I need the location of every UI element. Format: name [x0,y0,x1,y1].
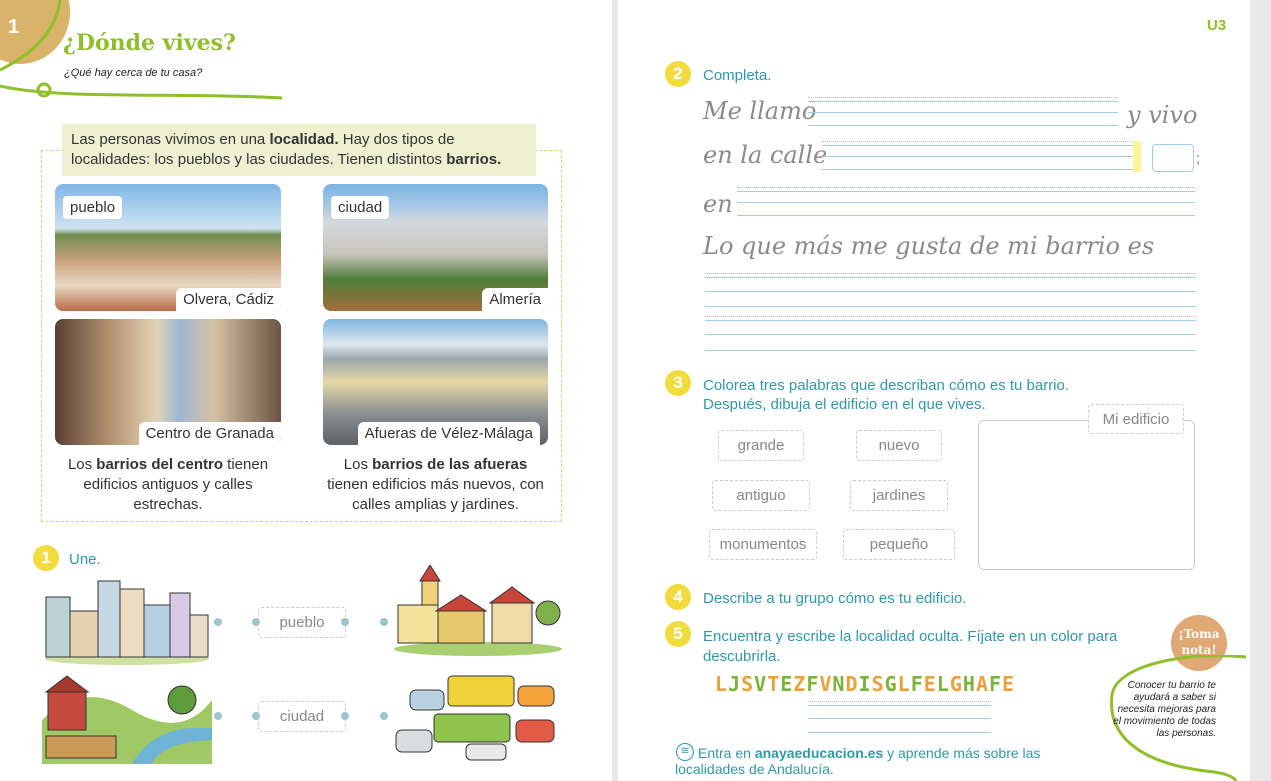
right-page [618,0,1250,781]
word-jardines[interactable]: jardines [850,480,948,511]
photo-caption-granada: Centro de Granada [139,422,281,445]
name-input-lines[interactable] [808,101,1118,126]
handwriting-lo-que-mas: Lo que más me gusta de mi barrio es [703,232,1155,260]
wifi-icon: ≋ [676,743,694,761]
handwriting-me-llamo: Me llamo [703,97,817,125]
desc-afueras [323,455,548,515]
puzzle-letter: G [884,672,898,696]
note-text: Conocer tu barrio te ayudará a saber si necesita mejoras para el movimiento de todas las personas. [1113,680,1216,739]
activity-3-line-1: Colorea tres palabras que describan cómo es tu barrio. [703,377,1070,394]
desc-centro-post: tienen edificios antiguos y calles estrechas. [83,456,269,513]
activity-4-badge: 4 [665,584,691,610]
web-pre: Entra en [698,745,755,761]
handwriting-y-vivo: y vivo [1127,101,1198,129]
activity-4-text: Describe a tu grupo cómo es tu edificio. [703,590,967,607]
anaya-link[interactable]: anayaeducacion.es [754,745,884,761]
drawing-box-label: Mi edificio [1088,404,1184,434]
street-number-box[interactable] [1152,144,1194,172]
lesson-number: 1 [8,16,20,38]
handwriting-en: en [703,190,733,218]
hidden-letters [715,672,1015,696]
activity-1-badge: 1 [33,545,59,571]
puzzle-letter: V [819,672,833,696]
semicolon-mark: ; [1196,150,1201,167]
dot-word-2-right[interactable] [341,712,349,720]
photo-caption-almeria: Almería [482,288,548,311]
photo-almeria [323,184,548,311]
activity-3-text [703,376,1069,414]
puzzle-letter: S [741,672,755,696]
puzzle-letter: E [923,672,937,696]
left-page [0,0,612,781]
photo-velez-malaga [323,319,548,445]
activity-2-badge: 2 [665,61,691,87]
web-post: y aprende más sobre las localidades de Andalucía. [675,745,1041,777]
activity-3-line-2: Después, dibuja el edificio en el que vives. [703,396,986,413]
dot-right-2[interactable] [380,712,388,720]
word-pequeno[interactable]: pequeño [843,529,955,560]
word-monumentos[interactable]: monumentos [709,529,817,560]
note-badge: ¡Toma nota! [1171,615,1227,671]
village-illustration[interactable] [392,565,564,657]
intro-bold-barrios: barrios. [446,151,502,168]
puzzle-letter: E [1002,672,1016,696]
activity-5-text: Encuentra y escribe la localidad oculta. Fíjate en un color para descubrirla. [703,628,1118,665]
puzzle-letter: J [728,672,742,696]
puzzle-letter: S [871,672,885,696]
intro-box [62,124,536,176]
photo-caption-velez: Afueras de Vélez-Málaga [358,422,540,445]
puzzle-letter: L [936,672,950,696]
photo-granada [55,319,281,445]
word-pueblo[interactable]: pueblo [258,607,346,638]
dot-left-1[interactable] [214,618,222,626]
photo-caption-olvera: Olvera, Cádiz [176,288,281,311]
puzzle-letter: H [962,672,976,696]
word-nuevo[interactable]: nuevo [856,430,942,461]
word-grande[interactable]: grande [718,430,804,461]
favorite-input-line-2[interactable] [705,320,1196,351]
word-antiguo[interactable]: antiguo [712,480,810,511]
desc-centro [55,455,281,515]
desc-afueras-pre: Los [343,456,373,473]
highlight-mark [1133,141,1141,172]
drawing-box[interactable] [978,420,1195,570]
puzzle-letter: L [715,672,729,696]
handwriting-en-la-calle: en la calle [703,141,828,169]
page-subtitle: ¿Qué hay cerca de tu casa? [64,67,203,79]
desc-afueras-bold: barrios de las afueras [372,456,528,473]
unit-label: U3 [1207,17,1227,34]
puzzle-letter: I [858,672,872,696]
desc-centro-pre: Los [67,456,97,473]
locality-answer-lines[interactable] [808,705,991,733]
page-title: ¿Dónde vives? [63,30,236,56]
desc-afueras-post: tienen edificios más nuevos, con calles amplias y jardines. [327,476,544,513]
puzzle-letter: D [845,672,859,696]
puzzle-letter: T [767,672,781,696]
activity-5-badge: 5 [665,621,691,647]
puzzle-letter: F [910,672,924,696]
activity-2-label: Completa. [703,67,772,84]
dot-left-2[interactable] [214,712,222,720]
puzzle-letter: F [806,672,820,696]
puzzle-letter: E [780,672,794,696]
dot-word-1-right[interactable] [341,618,349,626]
puzzle-letter: F [988,672,1003,696]
favorite-input-line-1[interactable] [705,277,1196,307]
puzzle-letter: A [975,672,989,696]
street-input-lines[interactable] [822,145,1134,170]
photo-olvera [55,184,281,311]
puzzle-letter: Z [793,672,807,696]
web-link-text [675,745,1055,777]
farm-illustration[interactable] [42,670,212,764]
intro-text-2: Hay dos tipos de localidades: los pueblos y las ciudades. Tienen distintos [71,131,455,168]
puzzle-letter: G [949,672,963,696]
intro-text-1: Las personas vivimos en una [71,131,270,148]
puzzle-letter: N [832,672,846,696]
traffic-illustration[interactable] [394,672,564,764]
dot-right-1[interactable] [380,618,388,626]
photo-tag-pueblo: pueblo [63,196,122,219]
word-ciudad[interactable]: ciudad [258,701,346,732]
desc-centro-bold: barrios del centro [96,456,223,473]
activity-3-badge: 3 [665,370,691,396]
puzzle-letter: V [754,672,768,696]
city-illustration[interactable] [42,575,212,665]
photo-tag-ciudad: ciudad [331,196,389,219]
intro-bold-localidad: localidad. [269,131,339,148]
locality-input-lines[interactable] [737,191,1195,216]
activity-1-label: Une. [69,551,101,568]
puzzle-letter: L [897,672,911,696]
